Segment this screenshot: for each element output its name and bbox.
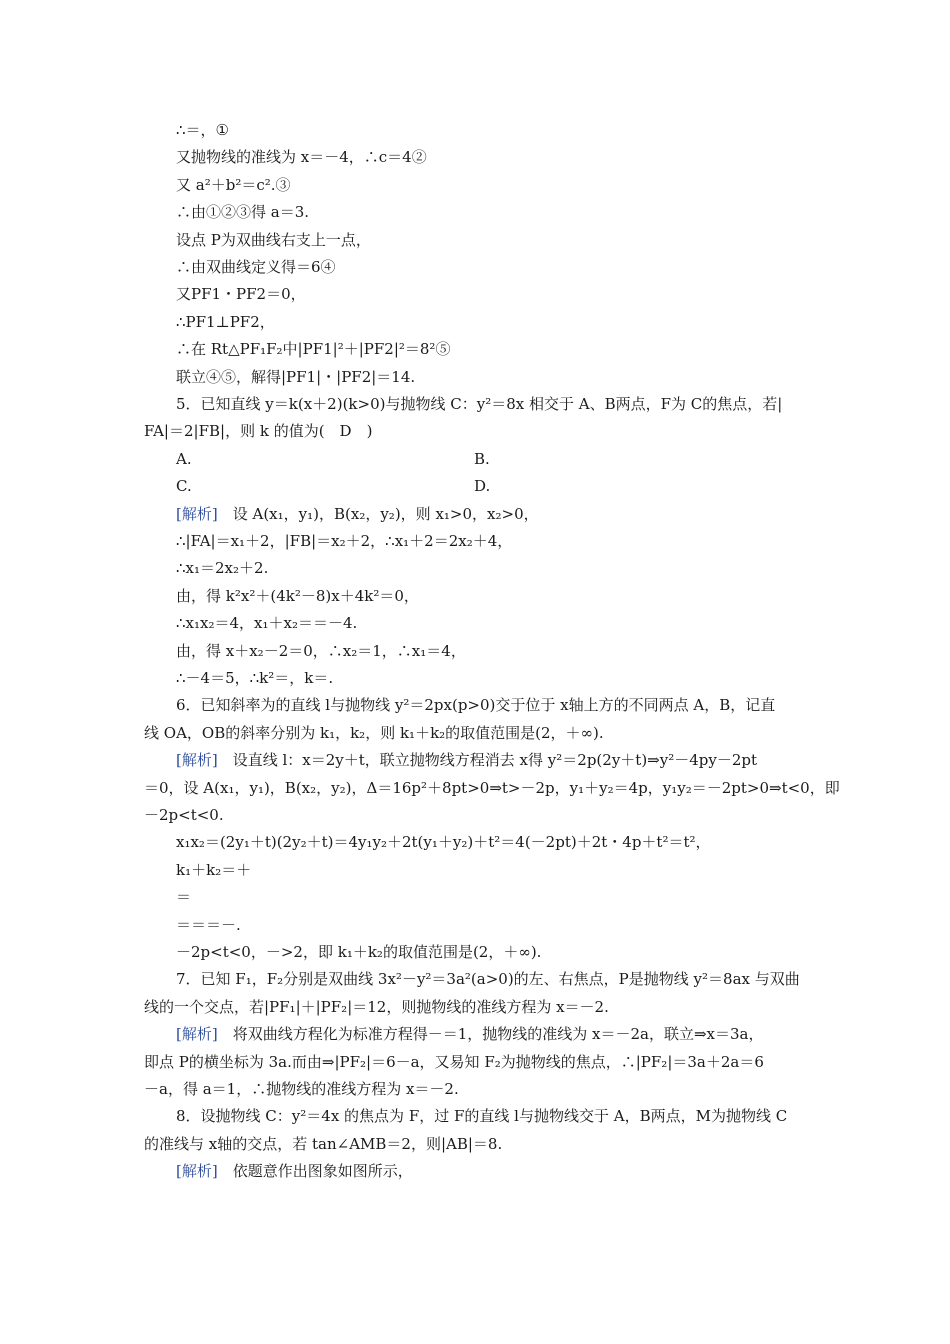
- answer-option-b: B.: [474, 450, 490, 468]
- text-line: 5．已知直线 y＝k(x＋2)(k>0)与抛物线 C：y²＝8x 相交于 A、B两点，F为 C的焦点，若|: [176, 395, 783, 413]
- text-line: －2p<t<0.: [144, 806, 224, 824]
- text-line: x₁x₂＝(2y₁＋t)(2y₂＋t)＝4y₁y₂＋2t(y₁＋y₂)＋t²＝4(－2pt)＋2t・4p＋t²＝t²，: [176, 833, 711, 851]
- text-line: 线的一个交点，若|PF₁|＋|PF₂|＝12，则抛物线的准线方程为 x＝－2.: [144, 998, 609, 1016]
- analysis-line: [解析] 设直线 l：x＝2y＋t，联立抛物线方程消去 x得 y²＝2p(2y＋t)⇒y²－4py－2pt: [176, 751, 758, 769]
- analysis-line: [解析] 依题意作出图象如图所示，: [176, 1162, 413, 1180]
- analysis-tag: [解析]: [176, 1162, 218, 1180]
- text-line: 设点 P为双曲线右支上一点，: [176, 231, 371, 249]
- answer-option-d: D.: [474, 477, 491, 495]
- text-line: 由，得 x＋x₂－2＝0，∴x₂＝1，∴x₁＝4，: [176, 642, 466, 660]
- text-line: 的准线与 x轴的交点，若 tan∠AMB＝2，则|AB|＝8.: [144, 1135, 503, 1153]
- text-line: ∴|FA|＝x₁＋2，|FB|＝x₂＋2，∴x₁＋2＝2x₂＋4，: [176, 532, 513, 550]
- text-line: 6．已知斜率为的直线 l与抛物线 y²＝2px(p>0)交于位于 x轴上方的不同两点 A，B，记直: [176, 696, 776, 714]
- text-line: FA|＝2|FB|，则 k 的值为( D ): [144, 422, 373, 440]
- text-line: 又PF1・PF2＝0，: [176, 285, 306, 303]
- text-line: 7．已知 F₁，F₂分别是双曲线 3x²－y²＝3a²(a>0)的左、右焦点，P是抛物线 y²＝8ax 与双曲: [176, 970, 800, 988]
- text-line: 联立④⑤，解得|PF1|・|PF2|＝14.: [176, 368, 416, 386]
- text-line: ＝0，设 A(x₁，y₁)，B(x₂，y₂)，Δ＝16p²＋8pt>0⇒t>－2p，y₁＋y₂＝4p，y₁y₂＝－2pt>0⇒t<0，即: [144, 779, 840, 797]
- text-line: ∴由双曲线定义得＝6④: [176, 258, 336, 276]
- text-line: －2p<t<0，－>2，即 k₁＋k₂的取值范围是(2，＋∞).: [176, 943, 542, 961]
- analysis-line: [解析] 将双曲线方程化为标准方程得－＝1，抛物线的准线为 x＝－2a，联立⇒x＝3a，: [176, 1025, 764, 1043]
- text-line: ∴x₁＝2x₂＋2.: [176, 559, 269, 577]
- text-line: 线 OA，OB的斜率分别为 k₁，k₂，则 k₁＋k₂的取值范围是(2，＋∞).: [144, 724, 604, 742]
- text-line: ＝: [176, 888, 192, 906]
- answer-option-a: A.: [176, 450, 192, 468]
- analysis-tag: [解析]: [176, 1025, 218, 1043]
- text-line: －a，得 a＝1，∴抛物线的准线方程为 x＝－2.: [144, 1080, 459, 1098]
- text-line: ∴x₁x₂＝4，x₁＋x₂＝＝－4.: [176, 614, 358, 632]
- text-line: ＝＝＝－.: [176, 916, 241, 934]
- text-line: k₁＋k₂＝＋: [176, 861, 252, 879]
- answer-option-c: C.: [176, 477, 192, 495]
- text-line: ∴－4＝5，∴k²＝，k＝.: [176, 669, 334, 687]
- analysis-tag: [解析]: [176, 751, 218, 769]
- analysis-tag: [解析]: [176, 505, 218, 523]
- text-line: 又 a²＋b²＝c².③: [176, 176, 291, 194]
- analysis-line: [解析] 设 A(x₁，y₁)，B(x₂，y₂)，则 x₁>0，x₂>0，: [176, 505, 539, 523]
- text-line: 即点 P的横坐标为 3a.而由⇒|PF₂|＝6－a，又易知 F₂为抛物线的焦点，∴|PF₂|＝3a＋2a＝6: [144, 1053, 764, 1071]
- text-line: ∴PF1⊥PF2，: [176, 313, 275, 331]
- text-line: ∴＝，①: [176, 121, 229, 139]
- text-line: 由，得 k²x²＋(4k²－8)x＋4k²＝0，: [176, 587, 419, 605]
- text-line: 又抛物线的准线为 x＝－4，∴c＝4②: [176, 148, 427, 166]
- text-line: ∴在 Rt△PF₁F₂中|PF1|²＋|PF2|²＝8²⑤: [176, 340, 451, 358]
- text-line: ∴由①②③得 a＝3.: [176, 203, 310, 221]
- text-line: 8．设抛物线 C：y²＝4x 的焦点为 F，过 F的直线 l与抛物线交于 A，B两点，M为抛物线 C: [176, 1107, 788, 1125]
